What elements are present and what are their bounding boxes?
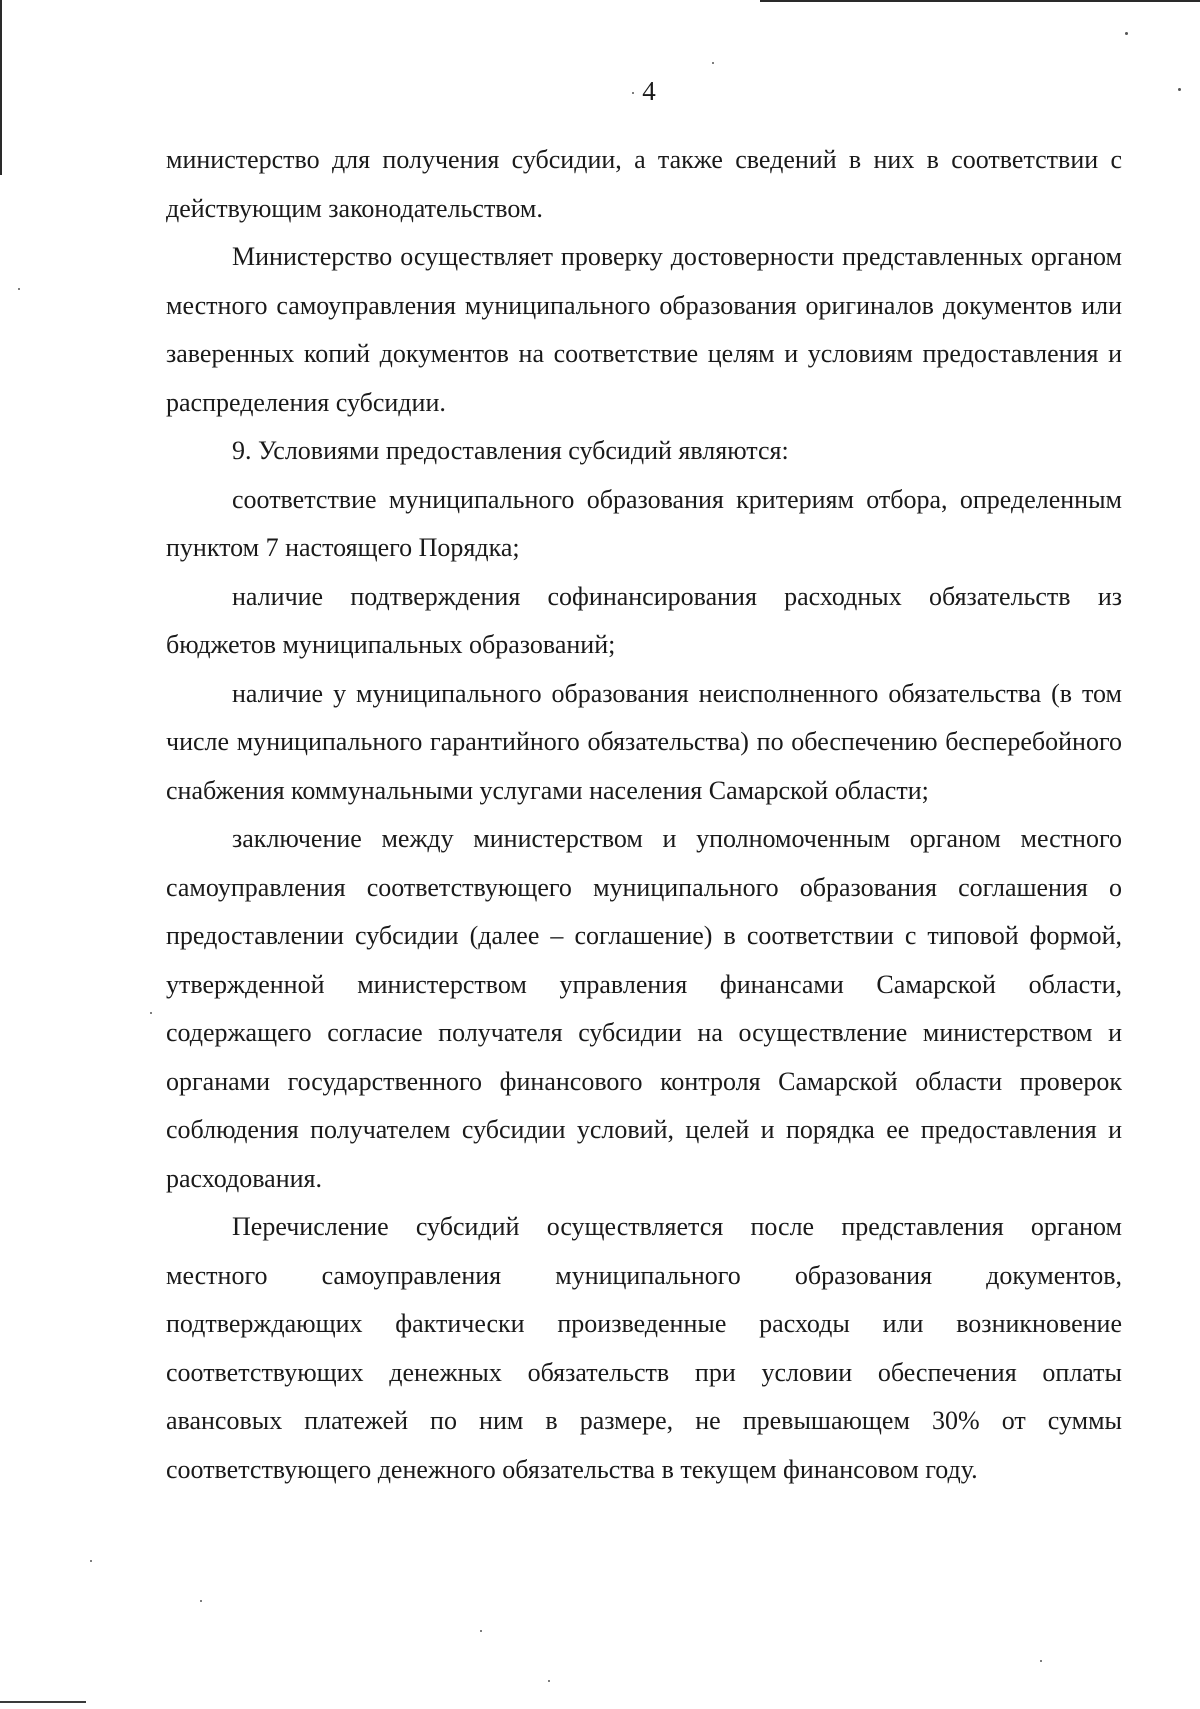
scan-speck <box>1040 1660 1042 1662</box>
scan-speck <box>480 1630 482 1632</box>
scan-speck <box>150 1012 152 1014</box>
paragraph-condition-agreement: заключение между министерством и уполномоченным органом местного самоуправления соответствующего муниципального образования соглашения о предоставлении субсидии (далее – соглашение) в соответствии с типовой формой, утвержденной министерством управления финансами Самарской области, содержащего согласие получателя субсидии на осуществление министерством и органами государственного финансового контроля Самарской области проверок соблюдения получателем субсидии условий, целей и порядка ее предоставления и расходования. <box>166 824 1122 1193</box>
paragraph-continuation: министерство для получения субсидии, а также сведений в них в соответствии с действующим законодательством. <box>166 145 1122 223</box>
scan-speck <box>18 288 20 290</box>
scan-speck <box>90 1560 92 1562</box>
paragraph-conditions-heading: 9. Условиями предоставления субсидий являются: <box>232 436 789 465</box>
paragraph-transfer: Перечисление субсидий осуществляется после представления органом местного самоуправления муниципального образования документов, подтверждающих фактически произведенные расходы или возникновение соответствующих денежных обязательств при условии обеспечения оплаты авансовых платежей по ним в размере, не превышающем 30% от суммы соответствующего денежного обязательства в текущем финансовом году. <box>166 1212 1122 1484</box>
document-body <box>166 136 1122 1494</box>
paragraph-condition-cofinancing: наличие подтверждения софинансирования расходных обязательств из бюджетов муниципальных образований; <box>166 581 1122 659</box>
scan-speck <box>1125 32 1128 35</box>
page-number: 4 <box>642 76 656 106</box>
scan-speck <box>712 62 714 64</box>
scan-border-top <box>760 0 1200 2</box>
scan-speck <box>548 1680 550 1682</box>
paragraph-verification: Министерство осуществляет проверку достоверности представленных органом местного самоуправления муниципального образования оригиналов документов или заверенных копий документов на соответствие целям и условиям предоставления и распределения субсидии. <box>166 242 1122 417</box>
scan-border-bottom <box>0 1701 86 1703</box>
paragraph-condition-criteria: соответствие муниципального образования критериям отбора, определенным пунктом 7 настоящего Порядка; <box>166 484 1122 562</box>
paragraph-condition-obligation: наличие у муниципального образования неисполненного обязательства (в том числе муниципального гарантийного обязательства) по обеспечению бесперебойного снабжения коммунальными услугами населения Самарской области; <box>166 678 1122 805</box>
scan-speck <box>200 1600 202 1602</box>
